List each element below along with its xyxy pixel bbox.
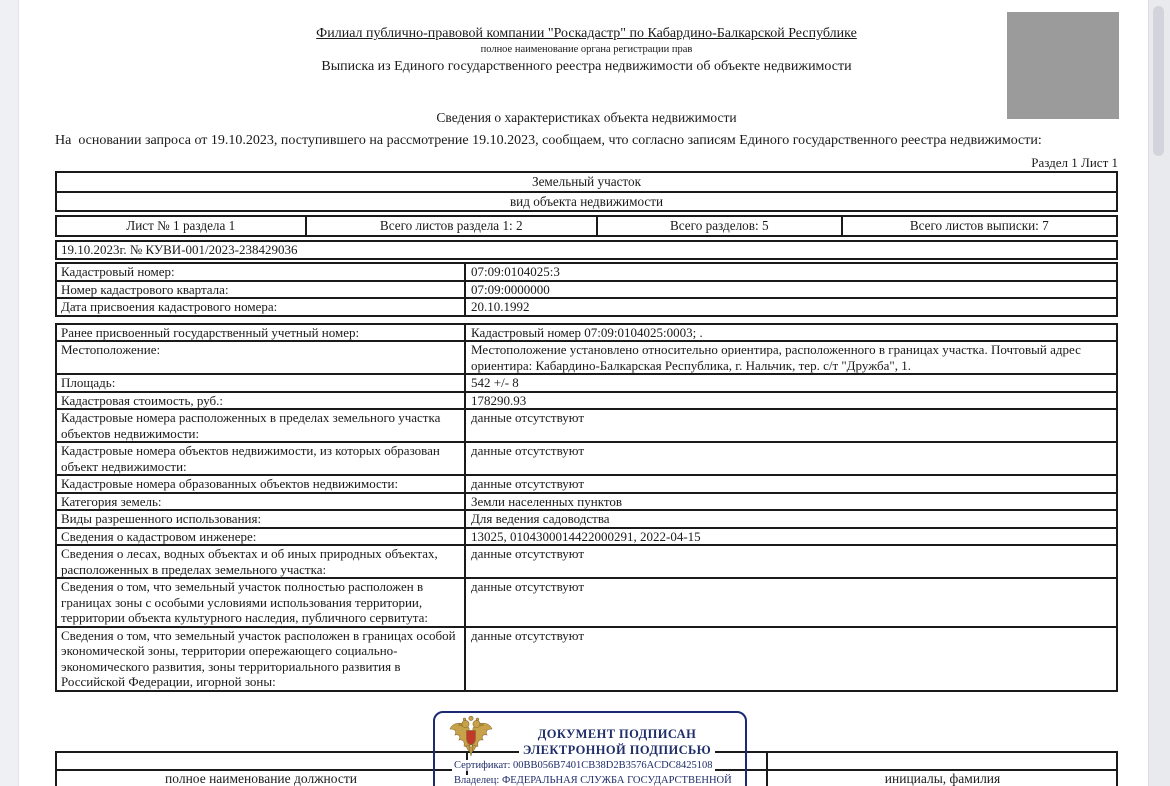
row-label: Категория земель: — [57, 494, 466, 510]
row-label: Сведения о кадастровом инженере: — [57, 529, 466, 545]
stamp-certificate: Сертификат: 00BB056B7401CB38D2B3576ACDC8425108 — [454, 760, 713, 771]
sheet-info-table — [55, 215, 1118, 237]
org-name: Филиал публично-правовой компании "Роскадастр" по Кабардино-Балкарской Республике — [316, 26, 857, 41]
row-value: данные отсутствуют — [471, 579, 585, 594]
object-type-caption: вид объекта недвижимости — [55, 191, 1118, 213]
table-row — [55, 509, 1118, 529]
table-row — [55, 408, 1118, 443]
row-value: Кадастровый номер 07:09:0104025:0003; . — [471, 324, 703, 340]
row-value: 07:09:0000000 — [471, 281, 550, 297]
table-row — [55, 297, 1118, 317]
cadastre-block-1 — [55, 262, 1118, 317]
table-row — [55, 323, 1118, 343]
row-value: Для ведения садоводства — [471, 511, 610, 526]
stamp-title-line1: ДОКУМЕНТ ПОДПИСАН — [534, 727, 700, 741]
table-row — [55, 577, 1118, 628]
table-row — [55, 280, 1118, 300]
row-label: Сведения о том, что земельный участок расположен в границах особой экономической зоны, территории опережающего социально-экономического развития, зоны территориального развития в Российской Федерации, игорной зоны: — [57, 628, 466, 690]
request-number-row: 19.10.2023г. № КУВИ-001/2023-238429036 — [55, 240, 1118, 260]
row-value: данные отсутствуют — [471, 410, 585, 425]
row-label: Кадастровые номера образованных объектов недвижимости: — [57, 476, 466, 492]
section-title: Сведения о характеристиках объекта недвижимости — [436, 110, 737, 125]
table-row — [55, 474, 1118, 494]
table-row — [55, 544, 1118, 579]
row-label: Кадастровые номера расположенных в пределах земельного участка объектов недвижимости: — [57, 410, 466, 441]
page-left-margin — [0, 0, 19, 786]
sheet-info-cell: Всего разделов: 5 — [596, 215, 843, 237]
row-value: данные отсутствуют — [471, 476, 585, 491]
stamp-title — [493, 726, 741, 758]
table-row — [55, 262, 1118, 282]
row-value: 178290.93 — [471, 392, 527, 408]
position-caption: полное наименование должности — [165, 771, 357, 786]
table-row — [55, 391, 1118, 411]
table-row — [55, 441, 1118, 476]
document-title: Выписка из Единого государственного реестра недвижимости об объекте недвижимости — [321, 59, 852, 74]
table-row — [55, 373, 1118, 393]
row-label: Площадь: — [57, 375, 466, 391]
row-value: данные отсутствуют — [471, 627, 585, 643]
row-label: Кадастровые номера объектов недвижимости, из которых образован объект недвижимости: — [57, 443, 466, 474]
cadastre-block-2 — [55, 323, 1118, 692]
row-value: 542 +/- 8 — [471, 375, 519, 390]
row-value: Местоположение установлено относительно ориентира, расположенного в границах участка. Почтовый адрес ориентира: Кабардино-Балкарская Республика, г. Нальчик, тер. с/т "Дружба", 1. — [471, 342, 1081, 373]
row-label: Номер кадастрового квартала: — [57, 282, 466, 298]
scrollbar-thumb[interactable] — [1153, 6, 1164, 156]
electronic-signature-stamp — [433, 711, 747, 786]
row-label: Кадастровая стоимость, руб.: — [57, 393, 466, 409]
row-value: 13025, 0104300014422000291, 2022-04-15 — [471, 528, 701, 544]
sheet-info-cell: Всего листов раздела 1: 2 — [305, 215, 598, 237]
stamp-owner: Владелец: ФЕДЕРАЛЬНАЯ СЛУЖБА ГОСУДАРСТВЕННОЙ — [454, 775, 732, 786]
sheet-info-cell: Всего листов выписки: 7 — [841, 215, 1118, 237]
intro-paragraph: На основании запроса от 19.10.2023, поступившего на рассмотрение 19.10.2023, сообщаем, что согласно записям Единого государственного реестра недвижимости: — [55, 133, 1042, 148]
characteristics-table — [55, 240, 1118, 692]
row-label: Сведения о лесах, водных объектах и об иных природных объектах, расположенных в пределах земельного участка: — [57, 546, 466, 577]
row-label: Дата присвоения кадастрового номера: — [57, 299, 466, 315]
table-row — [55, 626, 1118, 692]
row-value: 20.10.1992 — [471, 299, 530, 314]
object-type-table — [55, 171, 1118, 212]
org-name-caption: полное наименование органа регистрации прав — [480, 44, 693, 55]
row-value: 07:09:0104025:3 — [471, 264, 560, 279]
name-caption: инициалы, фамилия — [884, 771, 1001, 786]
row-value: данные отсутствуют — [471, 546, 585, 561]
row-value: Земли населенных пунктов — [471, 493, 622, 509]
stamp-title-line2: ЭЛЕКТРОННОЙ ПОДПИСЬЮ — [519, 743, 715, 757]
table-row — [55, 340, 1118, 375]
row-value: данные отсутствуют — [471, 443, 585, 458]
coat-of-arms-icon — [446, 715, 496, 761]
row-label: Виды разрешенного использования: — [57, 511, 466, 527]
table-row — [55, 492, 1118, 512]
row-label: Сведения о том, что земельный участок полностью расположен в границах зоны с особыми условиями использования территории, территории объекта культурного наследия, публичного сервитута: — [57, 579, 466, 626]
row-label: Местоположение: — [57, 342, 466, 373]
section-sheet-label: Раздел 1 Лист 1 — [1031, 155, 1118, 170]
table-row — [55, 527, 1118, 547]
sheet-info-cell: Лист № 1 раздела 1 — [55, 215, 307, 237]
object-type-value: Земельный участок — [55, 171, 1118, 193]
row-label: Кадастровый номер: — [57, 264, 466, 280]
row-label: Ранее присвоенный государственный учетный номер: — [57, 325, 466, 341]
